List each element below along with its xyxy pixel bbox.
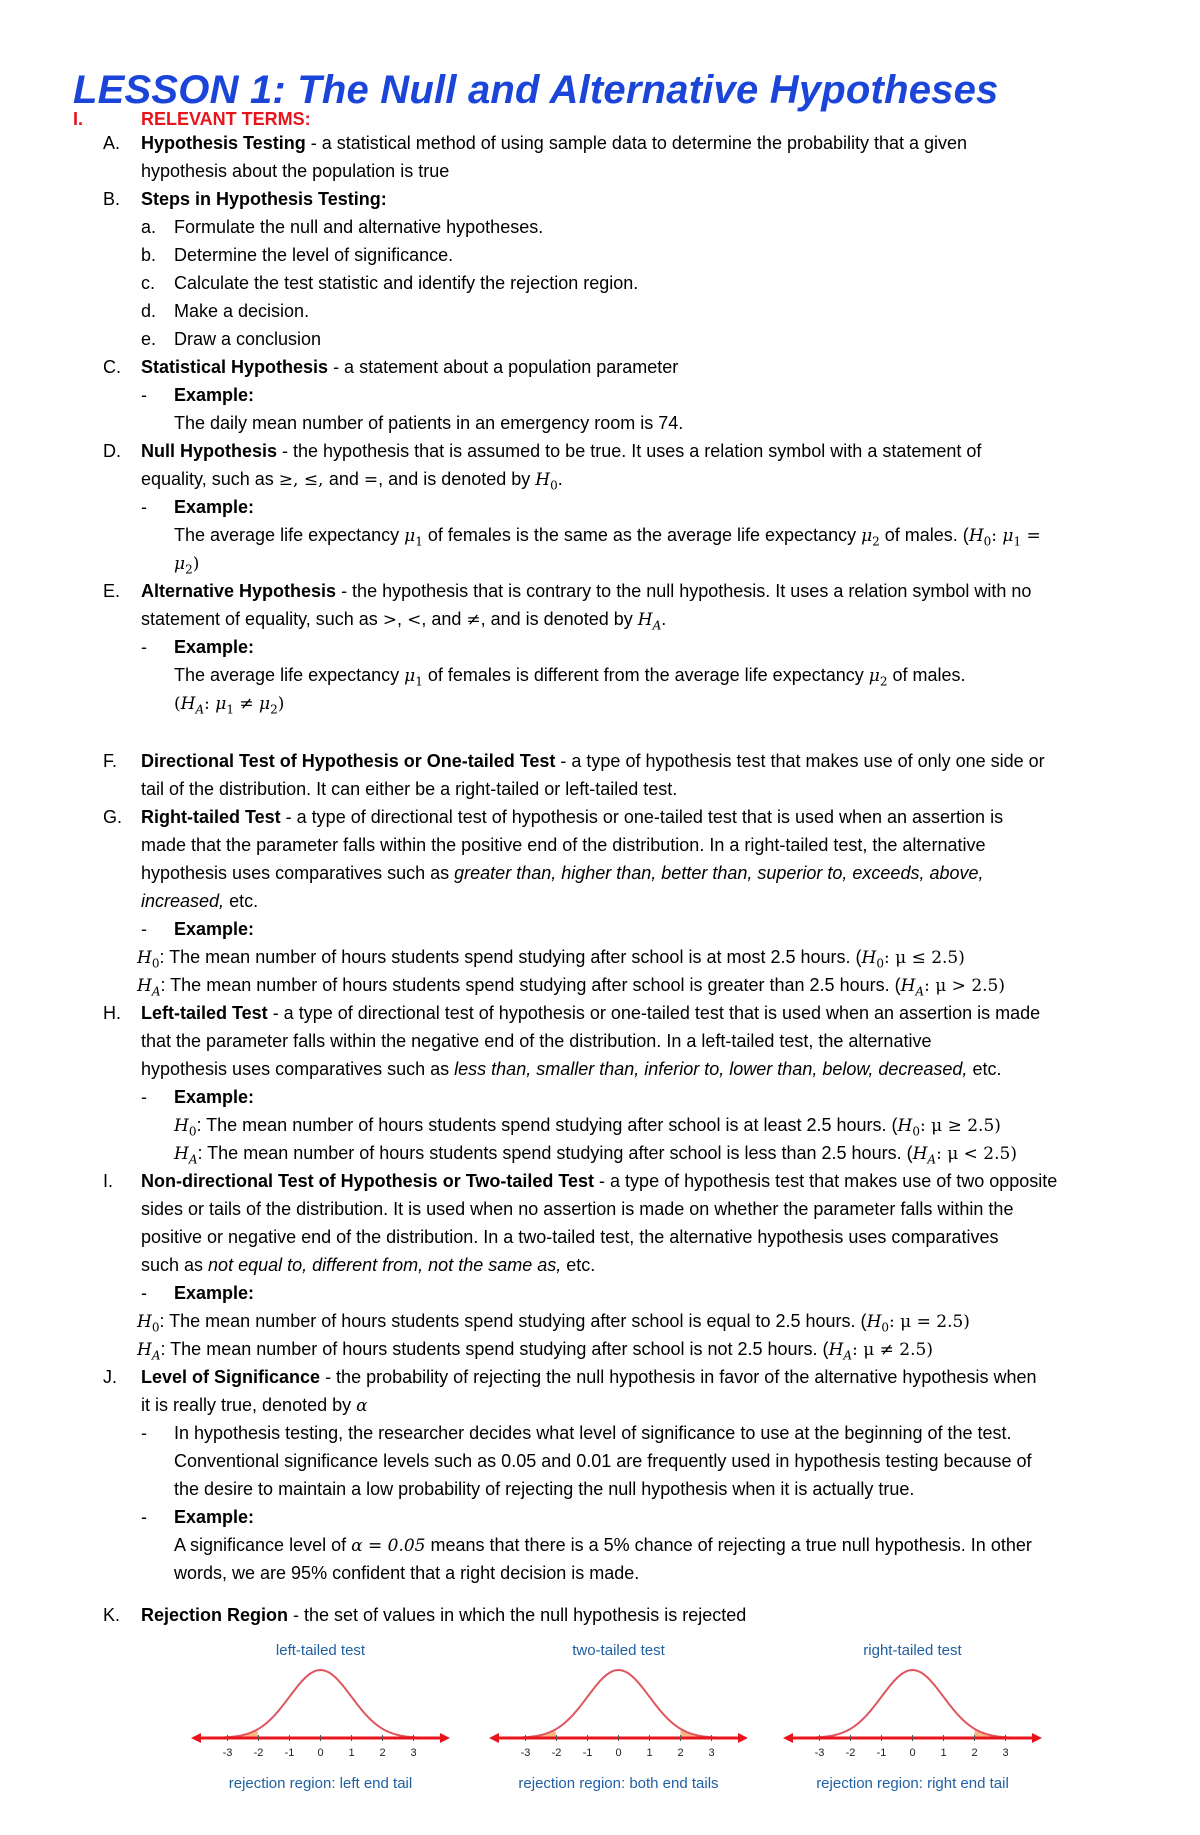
item-j-example-label: Example: <box>174 1507 255 1527</box>
h0-symbol: H <box>897 1116 913 1136</box>
colon: : <box>991 526 1003 546</box>
mu1-subscript: 1 <box>226 702 234 717</box>
ne-symbol: ≠ <box>466 610 481 630</box>
item-d-ex-text3: of males. ( <box>879 525 969 545</box>
item-i-def2: sides or tails of the distribution. It is used when no assertion is made on whether the parameter falls within the <box>141 1199 1014 1219</box>
tick-label: 0 <box>615 1747 622 1759</box>
tick-label: -3 <box>814 1747 825 1759</box>
mu2-subscript: 2 <box>879 674 888 689</box>
normal-curve <box>195 1670 445 1738</box>
item-g-increased: increased, <box>141 891 225 911</box>
item-e-def2a: statement of equality, such as <box>141 609 383 629</box>
step-d-label: d. <box>141 301 157 321</box>
item-h-ha-expr: : μ < 2.5) <box>936 1144 1017 1164</box>
axis-arrow-left-icon <box>783 1733 793 1743</box>
item-i-example-label: Example: <box>174 1283 255 1303</box>
item-a-label: A. <box>103 133 121 153</box>
mu1-symbol: μ <box>404 666 416 686</box>
item-i-h0-expr: : μ = 2.5) <box>889 1312 970 1332</box>
comma: , <box>397 609 408 629</box>
item-a-def1: - a statistical method of using sample data to determine the probability that a given <box>305 133 968 153</box>
h0-symbol: H <box>968 526 984 546</box>
normal-curve <box>787 1670 1037 1738</box>
item-h-def1: - a type of directional test of hypothesis or one-tailed test that is used when an assertion is made <box>267 1003 1041 1023</box>
left-tailed-curve <box>183 1660 458 1770</box>
item-i-comparatives: not equal to, different from, not the same as, <box>208 1255 562 1275</box>
tick-label: 1 <box>940 1747 947 1759</box>
item-j-b1: In hypothesis testing, the researcher decides what level of significance to use at the beginning of the test. <box>174 1423 1012 1443</box>
item-j-ex-text2: means that there is a 5% chance of rejecting a true null hypothesis. In other <box>425 1535 1032 1555</box>
figure-left-tailed <box>183 1642 458 1792</box>
tick-label: 2 <box>677 1747 684 1759</box>
figure-title: right-tailed test <box>863 1642 962 1659</box>
item-e-and: , and <box>421 609 467 629</box>
mu1-subscript: 1 <box>415 534 423 549</box>
mu1-subscript: 1 <box>1013 534 1022 549</box>
item-h-h0-expr: : μ ≥ 2.5) <box>920 1116 1001 1136</box>
item-k-def1: - the set of values in which the null hypothesis is rejected <box>288 1605 747 1625</box>
section-number: I. <box>73 109 84 129</box>
item-f-term: Directional Test of Hypothesis or One-tailed Test <box>141 751 556 771</box>
item-h-example-label: Example: <box>174 1087 255 1107</box>
item-i-term: Non-directional Test of Hypothesis or Two-tailed Test <box>141 1171 595 1191</box>
axis-arrow-left-icon <box>191 1733 201 1743</box>
ne-symbol: ≠ <box>233 694 260 714</box>
ge-symbol: ≥, <box>278 470 304 490</box>
item-g-term: Right-tailed Test <box>141 807 281 827</box>
tick-label: 2 <box>379 1747 386 1759</box>
ha-symbol: H <box>912 1144 928 1164</box>
normal-curve <box>493 1670 743 1738</box>
item-i-label: I. <box>103 1171 114 1191</box>
step-a-text: Formulate the null and alternative hypotheses. <box>174 217 544 237</box>
item-c-bullet: - <box>141 385 147 405</box>
tick-label: -1 <box>284 1747 295 1759</box>
item-a-term: Hypothesis Testing <box>141 133 306 153</box>
ha-subscript: A <box>915 984 925 999</box>
item-k-label: K. <box>103 1605 121 1625</box>
item-d-denoted: , and is denoted by <box>378 469 536 489</box>
section-title: RELEVANT TERMS: <box>141 109 311 129</box>
alpha-expr: α = 0.05 <box>351 1536 426 1556</box>
eq-symbol: = <box>1021 526 1041 546</box>
h0-symbol: H <box>866 1312 882 1332</box>
ha-subscript: A <box>843 1348 853 1363</box>
item-g-line3 <box>141 860 984 886</box>
mu1-subscript: 1 <box>415 674 423 689</box>
item-g-ha-text: : The mean number of hours students spend studying after school is greater than 2.5 hours. ( <box>160 975 901 995</box>
tick-label: -1 <box>876 1747 887 1759</box>
item-c-label: C. <box>103 357 121 377</box>
item-e-example-line1 <box>174 662 965 695</box>
h0-subscript: 0 <box>188 1124 197 1139</box>
axis-arrow-right-icon <box>1032 1733 1042 1743</box>
step-c-text: Calculate the test statistic and identify the rejection region. <box>174 273 639 293</box>
tick-label: 3 <box>708 1747 715 1759</box>
item-i-def4a: such as <box>141 1255 209 1275</box>
tick-label: 2 <box>971 1747 978 1759</box>
item-h-comparatives: less than, smaller than, inferior to, lower than, below, decreased, <box>454 1059 968 1079</box>
ha-subscript: A <box>927 1152 937 1167</box>
tick-label: -3 <box>222 1747 233 1759</box>
axis-arrow-right-icon <box>440 1733 450 1743</box>
ha-symbol: H <box>637 610 653 630</box>
mu2-subscript: 2 <box>185 562 193 577</box>
item-c-example-text: The daily mean number of patients in an emergency room is 74. <box>174 413 684 433</box>
item-h-etc: etc. <box>967 1059 1002 1079</box>
mu2-subscript: 2 <box>270 702 278 717</box>
figure-two-tailed <box>481 1642 756 1792</box>
item-d-bullet: - <box>141 497 147 517</box>
item-h-def2: that the parameter falls within the negative end of the distribution. In a left-tailed test, the alternative <box>141 1031 932 1051</box>
item-j-line1 <box>141 1364 1036 1390</box>
item-k-line1 <box>141 1602 746 1628</box>
tick-label: 3 <box>1002 1747 1009 1759</box>
item-e-example-line2 <box>174 690 284 723</box>
mu2-symbol: μ <box>868 666 880 686</box>
item-g-etc: etc. <box>224 891 259 911</box>
item-i-line1 <box>141 1168 1057 1194</box>
item-c-example-label: Example: <box>174 385 255 405</box>
tick-label: 1 <box>348 1747 355 1759</box>
gt-symbol: > <box>382 610 398 630</box>
ha-symbol: H <box>900 976 916 996</box>
item-d-example-label: Example: <box>174 497 255 517</box>
tick-label: -2 <box>551 1747 562 1759</box>
open-paren: ( <box>174 694 181 714</box>
item-b-label: B. <box>103 189 121 209</box>
h0-symbol: H <box>861 948 877 968</box>
item-c-term: Statistical Hypothesis <box>141 357 329 377</box>
item-f-label: F. <box>103 751 118 771</box>
ha-symbol: H <box>137 976 152 996</box>
item-e-example-label: Example: <box>174 637 255 657</box>
eq-symbol: = <box>363 470 379 490</box>
item-i-def3: positive or negative end of the distribution. In a two-tailed test, the alternative hypothesis uses comparatives <box>141 1227 999 1247</box>
item-j-label: J. <box>103 1367 118 1387</box>
item-k-term: Rejection Region <box>141 1605 289 1625</box>
h0-symbol: H <box>137 1312 152 1332</box>
item-h-def3a: hypothesis uses comparatives such as <box>141 1059 455 1079</box>
item-g-ha-expr: : μ > 2.5) <box>924 976 1005 996</box>
lesson-title: LESSON 1: The Null and Alternative Hypotheses <box>73 68 999 112</box>
close-paren: ) <box>277 694 285 714</box>
item-d-ex-text1: The average life expectancy <box>174 525 405 545</box>
item-j-bullet1: - <box>141 1423 147 1443</box>
tick-label: 1 <box>646 1747 653 1759</box>
item-g-def2: made that the parameter falls within the positive end of the distribution. In a right-tailed test, the alternative <box>141 835 986 855</box>
tick-label: -2 <box>845 1747 856 1759</box>
item-g-line4 <box>141 888 258 914</box>
ha-symbol: H <box>174 1144 189 1164</box>
item-i-etc: etc. <box>561 1255 596 1275</box>
h0-subscript: 0 <box>881 1320 890 1335</box>
step-b-text: Determine the level of significance. <box>174 245 454 265</box>
h0-subscript: 0 <box>151 1320 160 1335</box>
item-j-example-line1 <box>174 1532 1032 1559</box>
item-d-term: Null Hypothesis <box>141 441 278 461</box>
step-b-label: b. <box>141 245 157 265</box>
item-e-label: E. <box>103 581 121 601</box>
item-g-label: G. <box>103 807 123 827</box>
item-g-h0-expr: : μ ≤ 2.5) <box>883 948 965 968</box>
item-g-example-label: Example: <box>174 919 255 939</box>
tick-label: -3 <box>520 1747 531 1759</box>
figure-caption: rejection region: both end tails <box>518 1775 719 1792</box>
h0-subscript: 0 <box>550 478 558 493</box>
item-h-ha-text: : The mean number of hours students spend studying after school is less than 2.5 hours. ( <box>197 1143 913 1163</box>
h0-symbol: H <box>137 948 152 968</box>
item-d-def1: - the hypothesis that is assumed to be true. It uses a relation symbol with a statement of <box>277 441 982 461</box>
item-j-b2: Conventional significance levels such as 0.05 and 0.01 are frequently used in hypothesis testing because of <box>174 1451 1032 1471</box>
item-e-ex-text1: The average life expectancy <box>174 665 405 685</box>
item-d-ex-text2: of females is the same as the average life expectancy <box>422 525 862 545</box>
ha-subscript: A <box>195 702 205 717</box>
colon: : <box>204 694 216 714</box>
ha-symbol: H <box>828 1340 844 1360</box>
tick-label: 0 <box>909 1747 916 1759</box>
item-e-bullet: - <box>141 637 147 657</box>
item-h-h0-text: : The mean number of hours students spend studying after school is at least 2.5 hours. ( <box>196 1115 898 1135</box>
item-i-h0-text: : The mean number of hours students spend studying after school is equal to 2.5 hours. ( <box>159 1311 867 1331</box>
mu2-symbol: μ <box>174 554 186 574</box>
mu1-symbol: μ <box>215 694 227 714</box>
item-j-term: Level of Significance <box>141 1367 321 1387</box>
axis-arrow-left-icon <box>489 1733 499 1743</box>
item-f-def2: tail of the distribution. It can either be a right-tailed or left-tailed test. <box>141 779 678 799</box>
h0-subscript: 0 <box>983 534 992 549</box>
item-f-line1 <box>141 748 1045 774</box>
axis-arrow-right-icon <box>738 1733 748 1743</box>
item-h-term: Left-tailed Test <box>141 1003 268 1023</box>
item-d-and: and <box>328 469 364 489</box>
item-j-bullet2: - <box>141 1507 147 1527</box>
item-d-example-line1 <box>174 522 1041 555</box>
item-g-comparatives: greater than, higher than, better than, superior to, exceeds, above, <box>454 863 984 883</box>
period: . <box>661 609 667 629</box>
item-e-ex-text2: of females is different from the average life expectancy <box>422 665 869 685</box>
tick-label: -2 <box>253 1747 264 1759</box>
h0-subscript: 0 <box>876 956 884 971</box>
item-g-bullet: - <box>141 919 147 939</box>
h0-subscript: 0 <box>912 1124 920 1139</box>
step-a-label: a. <box>141 217 157 237</box>
item-h-bullet: - <box>141 1087 147 1107</box>
item-d-line1 <box>141 438 981 464</box>
item-j-line2 <box>141 1392 368 1419</box>
item-i-ha-expr: : μ ≠ 2.5) <box>852 1340 933 1360</box>
figure-right-tailed <box>775 1642 1050 1792</box>
item-e-line1 <box>141 578 1031 604</box>
item-c-def1: - a statement about a population parameter <box>328 357 679 377</box>
item-b-term: Steps in Hypothesis Testing: <box>141 189 387 209</box>
item-h-line1 <box>141 1000 1040 1026</box>
close-paren: ) <box>192 554 200 574</box>
item-a-def2: hypothesis about the population is true <box>141 161 450 181</box>
h0-symbol: H <box>535 470 551 490</box>
h0-symbol: H <box>174 1116 189 1136</box>
item-i-ha-text: : The mean number of hours students spend studying after school is not 2.5 hours. ( <box>160 1339 829 1359</box>
tick-label: -1 <box>582 1747 593 1759</box>
step-e-text: Draw a conclusion <box>174 329 322 349</box>
item-d-def2a: equality, such as <box>141 469 279 489</box>
item-i-def1: - a type of hypothesis test that makes use of two opposite <box>594 1171 1058 1191</box>
item-h-label: H. <box>103 1003 121 1023</box>
item-e-ex-text3: of males. <box>887 665 966 685</box>
item-e-term: Alternative Hypothesis <box>141 581 337 601</box>
step-d-text: Make a decision. <box>174 301 310 321</box>
step-e-label: e. <box>141 329 157 349</box>
right-tailed-curve <box>775 1660 1050 1770</box>
item-j-def2a: it is really true, denoted by <box>141 1395 357 1415</box>
item-e-def1: - the hypothesis that is contrary to the null hypothesis. It uses a relation symbol with no <box>336 581 1032 601</box>
item-e-denoted: , and is denoted by <box>480 609 638 629</box>
item-d-label: D. <box>103 441 121 461</box>
step-c-label: c. <box>141 273 156 293</box>
mu1-symbol: μ <box>404 526 416 546</box>
le-symbol: ≤, <box>303 470 329 490</box>
lt-symbol: < <box>407 610 422 630</box>
item-h-line3 <box>141 1056 1001 1082</box>
item-i-bullet: - <box>141 1283 147 1303</box>
two-tailed-curve <box>481 1660 756 1770</box>
item-c-line1 <box>141 354 678 380</box>
ha-subscript: A <box>151 1348 161 1363</box>
item-g-def1: - a type of directional test of hypothesis or one-tailed test that is used when an assertion is <box>280 807 1004 827</box>
ha-subscript: A <box>151 984 161 999</box>
item-j-ex-text1: A significance level of <box>174 1535 352 1555</box>
mu2-symbol: μ <box>259 694 271 714</box>
item-j-example-line2: words, we are 95% confident that a right decision is made. <box>174 1563 640 1583</box>
mu2-subscript: 2 <box>872 534 880 549</box>
h0-subscript: 0 <box>151 956 160 971</box>
ha-symbol: H <box>137 1340 152 1360</box>
item-d-period: . <box>557 469 563 489</box>
tick-label: 0 <box>317 1747 324 1759</box>
item-g-line1 <box>141 804 1003 830</box>
item-i-line4 <box>141 1252 595 1278</box>
mu1-symbol: μ <box>1002 526 1014 546</box>
mu2-symbol: μ <box>861 526 873 546</box>
figure-caption: rejection region: left end tail <box>228 1775 413 1792</box>
ha-subscript: A <box>652 618 662 633</box>
item-g-h0-text: : The mean number of hours students spend studying after school is at most 2.5 hours. ( <box>159 947 862 967</box>
item-a-line1 <box>141 130 967 156</box>
item-j-def1: - the probability of rejecting the null hypothesis in favor of the alternative hypothesis when <box>320 1367 1037 1387</box>
figure-title: two-tailed test <box>572 1642 665 1659</box>
ha-subscript: A <box>188 1152 198 1167</box>
ha-symbol: H <box>180 694 196 714</box>
figure-caption: rejection region: right end tail <box>816 1775 1009 1792</box>
figure-title: left-tailed test <box>275 1642 366 1659</box>
item-g-def3a: hypothesis uses comparatives such as <box>141 863 455 883</box>
tick-label: 3 <box>410 1747 417 1759</box>
item-j-b3: the desire to maintain a low probability of rejecting the null hypothesis when it is actually true. <box>174 1479 915 1499</box>
alpha-symbol: α <box>356 1396 368 1416</box>
item-f-def1: - a type of hypothesis test that makes use of only one side or <box>555 751 1045 771</box>
